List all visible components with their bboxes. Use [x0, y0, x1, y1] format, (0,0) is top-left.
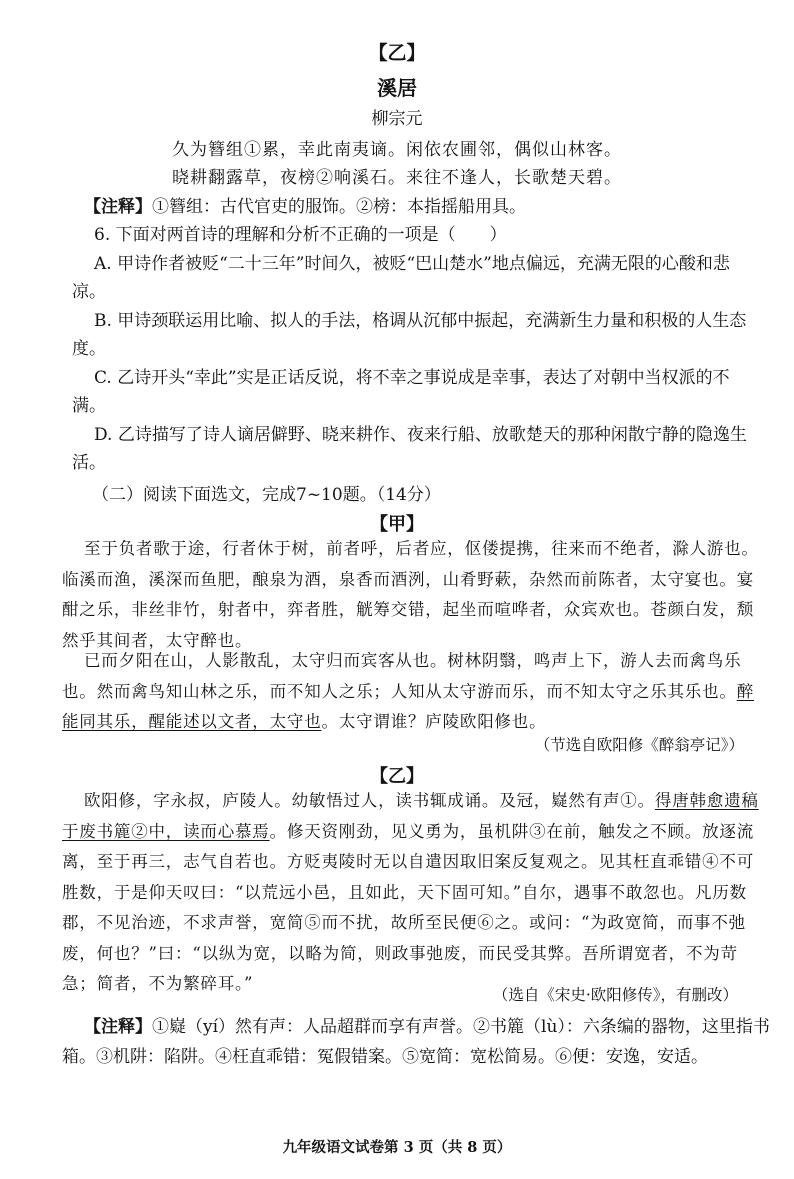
notes-label: 【注释】 [84, 197, 152, 217]
jia-underlined-sentence: 醉能同其乐，醒能述以文者，太守也 [62, 681, 755, 731]
passage-jia-label: 【甲】 [370, 514, 424, 535]
yi-underlined-sentence: 得唐韩愈遗稿于废书簏②中，读而心慕焉 [62, 791, 759, 841]
option-c: C. 乙诗开头“幸此”实是正话反说，将不幸之事说成是幸事，表达了对朝中当权派的不满。 [72, 367, 730, 416]
yi-notes-text: ①嶷（yí）然有声：人品超群而享有声誉。②书簏（lù）：六条编的器物，这里指书箱。③机阱：陷阱。④枉直乖错：冤假错案。⑤宽简：宽松简易。⑥便：安逸，安适。 [62, 1017, 770, 1067]
jia-para-2-a: 已而夕阳在山，人影散乱，太守归而宾客从也。树林阴翳，鸣声上下，游人去而禽鸟乐也。然而禽鸟知山林之乐，而不知人之乐；人知从太守游而乐，而不知太守之乐其乐也。 [62, 651, 742, 701]
passage-yi [62, 786, 762, 1000]
poem-line-1: 久为簪组①累，幸此南夷谪。闲依农圃邻，偶似山林客。 [172, 140, 622, 160]
passage-jia-para-2 [62, 646, 762, 738]
option-d: D. 乙诗描写了诗人谪居僻野、晓来耕作、夜来行船、放歌楚天的那种闲散宁静的隐逸生活。 [72, 424, 747, 473]
option-a: A. 甲诗作者被贬“二十三年”时间久，被贬“巴山楚水”地点偏远，充满无限的心酸和悲凉。 [72, 253, 730, 302]
jia-para-1-text: 至于负者歌于途，行者休于树，前者呼，后者应，伛偻提携，往来而不绝者，滁人游也。临溪而渔，溪深而鱼肥，酿泉为酒，泉香而酒洌，山肴野蔌，杂然而前陈者，太守宴也。宴酣之乐，非丝非竹，射者中，弈者胜，觥筹交错，起坐而喧哗者，众宾欢也。苍颜白发，颓然乎其间者，太守醉也。 [62, 539, 759, 650]
section-2-heading: （二）阅读下面选文，完成7~10题。（14分） [92, 485, 441, 505]
passage-jia-para-1 [62, 534, 762, 656]
yi-text [62, 786, 762, 1000]
poem-title: 溪居 [377, 76, 417, 100]
passage-jia-source: （节选自欧阳修《醉翁亭记》） [534, 736, 744, 754]
option-b: B. 甲诗颈联运用比喻、拟人的手法，格调从沉郁中振起，充满新生力量和积极的人生态度。 [72, 310, 747, 359]
page-footer: 九年级语文试卷第 3 页（共 8 页） [282, 1139, 512, 1156]
yi-notes-label: 【注释】 [84, 1017, 152, 1037]
jia-para-2-b: 。太守谓谁？庐陵欧阳修也。 [321, 712, 547, 731]
passage-yi-source: （选自《宋史·欧阳修传》，有删改） [492, 986, 738, 1004]
passage-yi-label: 【乙】 [370, 766, 424, 787]
poem-notes [84, 192, 764, 217]
yi-part-1: 欧阳修，字永叔，庐陵人。幼敏悟过人，读书辄成诵。及冠，嶷然有声①。 [84, 791, 655, 810]
jia-para-2-text [62, 646, 762, 738]
yi-part-2: 。修天资刚劲，见义勇为，虽机阱③在前，触发之不顾。放逐流离，至于再三，志气自若也。方贬夷陵时无以自遣因取旧案反复观之。见其枉直乖错④不可胜数，于是仰天叹曰：“以荒远小邑，且如此，天下固可知。”自尔，遇事不敢忽也。凡历数郡，不见治迹，不求声誉，宽简⑤而不扰，故所至民便⑥之。或问：“为政宽简，而事不弛废，何也？”曰：“以纵为宽，以略为简，则政事弛废，而民受其弊。吾所谓宽者，不为苛急；简者，不为繁碎耳。” [62, 821, 755, 993]
section-yi-label: 【乙】 [368, 42, 426, 64]
notes-text: ①簪组：古代官吏的服饰。②榜：本指摇船用具。 [152, 197, 526, 217]
yi-notes-paragraph [62, 1012, 772, 1072]
poem-author: 柳宗元 [371, 109, 423, 129]
passage-yi-notes [62, 1012, 772, 1072]
question-6-stem: 6. 下面对两首诗的理解和分析不正确的一项是（ ） [94, 225, 507, 245]
question-6 [72, 221, 762, 478]
poem-line-2: 晓耕翻露草，夜榜②响溪石。来往不逢人，长歌楚天碧。 [172, 168, 622, 188]
